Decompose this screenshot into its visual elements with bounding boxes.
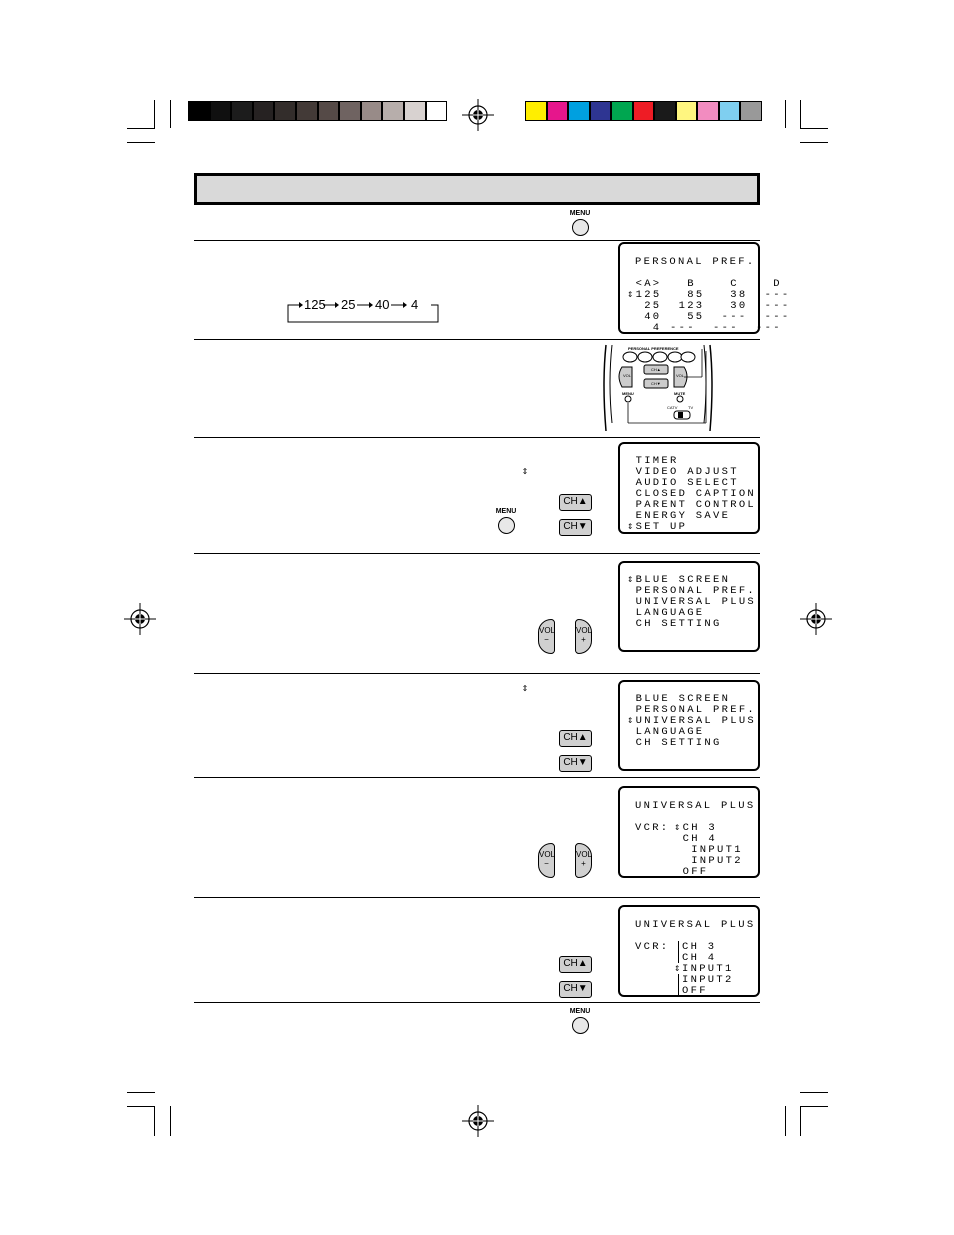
osd-setup-menu (618, 680, 760, 771)
grayscale-swatch (274, 101, 296, 121)
osd-menu-item: UNIVERSAL PLUS (627, 596, 757, 608)
divider (194, 553, 760, 554)
grayscale-swatch (210, 101, 232, 121)
color-swatch (697, 101, 719, 121)
osd-menu-item: LANGUAGE (627, 726, 705, 738)
osd-selected-marker: ⇕ (674, 963, 683, 975)
minus-icon: − (544, 859, 549, 868)
ch-down-button[interactable]: CH▼ (559, 755, 592, 772)
osd-menu-item: VIDEO ADJUST (627, 466, 739, 478)
osd-menu-item: ENERGY SAVE (627, 510, 731, 522)
remote-vol-plus-label: VOL (676, 373, 685, 378)
osd-setup-menu (618, 561, 760, 652)
osd-menu-item: PARENT CONTROL (627, 499, 757, 511)
color-swatch (676, 101, 698, 121)
vol-minus-button[interactable] (538, 843, 555, 878)
osd-menu-item: CLOSED CAPTION (627, 488, 757, 500)
menu-button-label: MENU (569, 1008, 591, 1015)
updown-arrow-icon: ⇕ (521, 467, 529, 476)
osd-table-row: 40 55 --- --- (627, 311, 791, 323)
menu-button-label: MENU (569, 210, 591, 217)
grayscale-swatch (382, 101, 404, 121)
grayscale-swatch (426, 101, 448, 121)
grayscale-swatch (404, 101, 426, 121)
plus-icon: + (581, 635, 586, 644)
vol-minus-button[interactable] (538, 619, 555, 654)
osd-personal-pref (618, 242, 791, 334)
grayscale-swatch (296, 101, 318, 121)
osd-vcr-option: INPUT2 (682, 974, 734, 986)
divider (194, 777, 760, 778)
sequence-value: 40 (375, 297, 390, 312)
color-swatch (654, 101, 676, 121)
sequence-value: 25 (341, 297, 356, 312)
osd-menu-item: ⇕BLUE SCREEN (627, 574, 731, 586)
menu-button-circle-icon (572, 1017, 589, 1034)
osd-menu-item: BLUE SCREEN (627, 693, 731, 705)
divider (194, 339, 760, 340)
remote-switch-left-label: CATV (667, 405, 678, 410)
registration-target-left-icon (124, 603, 156, 635)
registration-target-top-icon (462, 99, 494, 131)
remote-ch-down-label: CH▼ (651, 381, 661, 386)
registration-target-bottom-icon (462, 1105, 494, 1137)
menu-button[interactable] (493, 508, 519, 542)
osd-universal-plus (618, 905, 760, 997)
ch-up-button[interactable]: CH▲ (559, 956, 592, 973)
osd-menu-item: TIMER (627, 455, 679, 467)
color-swatch (547, 101, 569, 121)
ch-up-button[interactable]: CH▲ (559, 730, 592, 747)
divider (194, 673, 760, 674)
vol-minus-label: VOL (539, 626, 556, 635)
osd-vcr-option: INPUT1 (674, 844, 743, 856)
osd-title: PERSONAL PREF. (635, 256, 756, 268)
divider (194, 897, 760, 898)
osd-vcr-option: OFF (674, 866, 709, 878)
menu-button-label: MENU (495, 508, 517, 515)
osd-vcr-option: ⇕CH 3 (674, 822, 718, 834)
osd-table-row: 4 --- --- --- (627, 322, 782, 334)
color-swatch (525, 101, 547, 121)
menu-button-circle-icon (498, 517, 515, 534)
osd-menu-item: ⇕UNIVERSAL PLUS (627, 715, 757, 727)
minus-icon: − (544, 635, 549, 644)
vol-minus-label: VOL (539, 850, 556, 859)
osd-title: UNIVERSAL PLUS (635, 919, 756, 931)
remote-illustration (598, 343, 722, 433)
osd-menu-item: CH SETTING (627, 618, 722, 630)
remote-mute-label: MUTE (674, 391, 686, 396)
grayscale-swatch (318, 101, 340, 121)
osd-vcr-option: CH 3 (682, 941, 717, 953)
osd-menu-item: AUDIO SELECT (627, 477, 739, 489)
divider (194, 1002, 760, 1003)
divider (194, 240, 760, 241)
osd-vcr-label: VCR: (635, 822, 670, 834)
divider (194, 437, 760, 438)
remote-switch-right-label: TV (688, 405, 694, 410)
osd-menu-item: ⇕SET UP (627, 521, 688, 533)
osd-vcr-option: INPUT1 (682, 963, 734, 975)
osd-vcr-option: CH 4 (674, 833, 718, 845)
section-header-box (194, 173, 760, 205)
color-swatch (719, 101, 741, 121)
color-swatch (611, 101, 633, 121)
ch-down-button[interactable]: CH▼ (559, 981, 592, 998)
vol-plus-label: VOL (576, 626, 593, 635)
menu-button[interactable] (567, 1008, 593, 1042)
osd-table-row: 25 123 30 --- (627, 300, 791, 312)
color-swatch (633, 101, 655, 121)
menu-button[interactable] (567, 210, 593, 244)
remote-vol-minus-label: VOL (623, 373, 632, 378)
osd-title: UNIVERSAL PLUS (635, 800, 756, 812)
grayscale-swatch (339, 101, 361, 121)
color-swatch (740, 101, 762, 121)
sequence-diagram (287, 292, 439, 324)
color-swatch (568, 101, 590, 121)
osd-vcr-option: INPUT2 (674, 855, 743, 867)
osd-main-menu (618, 442, 760, 534)
osd-menu-item: LANGUAGE (627, 607, 705, 619)
grayscale-swatch (188, 101, 210, 121)
ch-down-button[interactable]: CH▼ (559, 519, 592, 536)
remote-ch-up-label: CH▲ (651, 367, 661, 372)
remote-menu-label: MENU (622, 391, 634, 396)
osd-table-header: <A> B C D (627, 278, 782, 290)
osd-menu-item: CH SETTING (627, 737, 722, 749)
grayscale-swatch (231, 101, 253, 121)
osd-bracket-line (678, 974, 679, 996)
osd-vcr-option: OFF (682, 985, 708, 997)
osd-menu-item: PERSONAL PREF. (627, 585, 757, 597)
registration-target-right-icon (800, 603, 832, 635)
grayscale-swatch (361, 101, 383, 121)
sequence-value: 4 (411, 297, 419, 312)
osd-table-row: ⇕125 85 38 --- (627, 289, 791, 301)
vol-plus-button[interactable] (575, 619, 592, 654)
color-swatch (590, 101, 612, 121)
menu-button-circle-icon (572, 219, 589, 236)
osd-bracket-line (678, 941, 679, 963)
remote-top-label: PERSONAL PREFERENCE (628, 346, 679, 351)
updown-arrow-icon: ⇕ (521, 684, 529, 693)
sequence-value: 125 (304, 297, 326, 312)
vol-plus-label: VOL (576, 850, 593, 859)
plus-icon: + (581, 859, 586, 868)
remote-outline-icon (598, 343, 722, 433)
ch-up-button[interactable]: CH▲ (559, 494, 592, 511)
osd-universal-plus (618, 786, 760, 878)
vol-plus-button[interactable] (575, 843, 592, 878)
osd-vcr-option: CH 4 (682, 952, 717, 964)
grayscale-swatch (253, 101, 275, 121)
osd-vcr-label: VCR: (635, 941, 670, 953)
osd-menu-item: PERSONAL PREF. (627, 704, 757, 716)
